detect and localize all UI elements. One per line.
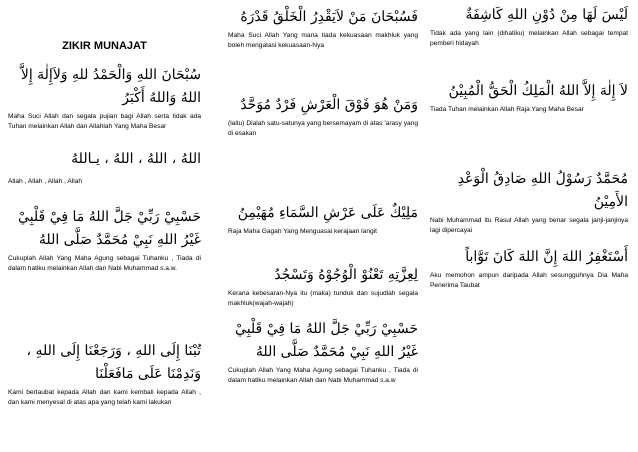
arabic-text: حَسْبِيْ رَبِّيْ جَلَّ اللهُ مَا فِيْ قَلْبِيْ غَيْرُ اللهِ نَبِيْ مُحَمَّدٌ صَلَّى اللهُ [235,321,418,360]
arabic-text: فَسُبْحَانَ مَنْ لاَيَقْدِرُ الْخَلْقُ قَدْرَهُ [240,9,418,25]
dhikr-block [8,206,201,274]
translation-text: Maha Suci Allah Yang mana tiada kekuasaan makhluk yang boleh mengatasi kekuasaan-Nya [228,32,418,49]
dhikr-block [8,340,201,408]
right-column [426,0,632,452]
dhikr-block [228,318,418,386]
middle-column [222,0,424,452]
dhikr-block [228,202,418,237]
translation-text: Kami bertaubat kepada Allah dan kami kembali kepada Allah , dan kami menyesal di atas apa yang telah kami lakukan [8,389,201,406]
arabic-text: اللهُ ، اللهُ ، اللهُ ، يـاللهُ [71,151,201,167]
arabic-text: لَيْسَ لَهَا مِنْ دُوْنِ اللهِ كَاشِفَةٌ [465,7,628,23]
translation-text: Cukuplah Allah Yang Maha Agung sebagai Tuhanku , Tiada di dalam hatiku melainkan Allah dan Nabi Muhammad s.a.w [228,367,418,384]
translation-text: Cukuplah Allah Yang Maha Agung sebagai Tuhanku , Tiada di dalam hatiku melainkan Allah dan Nabi Muhammad s.a.w. [8,255,201,272]
translation-text: Tiada Tuhan melainkan Allah Raja Yang Maha Besar [430,106,584,113]
translation-text: Raja Maha Gagah Yang Menguasai kerajaan langit [228,228,377,235]
arabic-text: حَسْبِيْ رَبِّيْ جَلَّ اللهُ مَا فِيْ قَلْبِيْ غَيْرُ اللهِ نَبِيْ مُحَمَّدٌ صَلَّى اللهُ [18,209,201,248]
arabic-text: مُحَمَّدٌ رَسُوْلُ اللهِ صَادِقُ الْوَعْدِ الأَمِيْنُ [457,171,628,210]
dhikr-block [430,4,628,49]
arabic-text: وَمَنْ هُوَ فَوْقَ الْعَرْشِ فَرْدٌ مُوَحَّدٌ [240,97,418,113]
arabic-text: لاَ إِلٰهَ إِلاَّ اللهُ الْمَلِكُ الْحَقُّ الْمُبِيْنُ [448,83,628,99]
dhikr-block [430,246,628,291]
translation-text: Tidak ada yang lain (dihatiku) melainkan Allah sebagai tempat pemberi hidayah [430,30,628,47]
translation-text: (laitu) Dialah satu-satunya yang bersemayam di atas 'arasy yang di esakan [228,120,418,137]
arabic-text: لِعِزَّتِهِ تَعْنُوْ الْوُجُوْهُ وَتَسْجُدُ [274,267,418,283]
dhikr-block [430,80,628,115]
page-title: ZIKIR MUNAJAT [62,40,147,52]
dhikr-block [228,6,418,51]
translation-text: Kerana kebesaran-Nya itu (maka) tunduk dan sujudlah segala makhluk(wajah-wajah) [228,290,418,307]
left-column [0,0,209,452]
translation-text: Allah , Allah , Allah , Allah [8,178,83,185]
arabic-text: تُبْنَا إِلَى اللهِ ، وَرَجَعْنَا إِلَى اللهِ ، وَنَدِمْنَا عَلَى مَافَعَلْنَا [26,343,201,382]
arabic-text: أَسْتَغْفِرُ اللهَ إِنَّ اللهَ كَانَ تَوَّاباً [465,249,628,265]
dhikr-block [228,94,418,139]
arabic-text: مَلِيْكٌ عَلَى عَرْشِ السَّمَاءِ مُهَيْمِنُ [237,205,418,221]
translation-text: Nabi Muhammad itu Rasul Allah yang benar segala janji-janjinya lagi dipercayai [430,217,628,234]
dhikr-block [8,148,201,187]
dhikr-block [8,64,201,132]
translation-text: Aku memohon ampun daripada Allah sesungguhnya Dia Maha Penerima Taubat [430,272,628,289]
arabic-text: سُبْحَانَ اللهِ وَالْحَمْدُ للهِ وَلاَإِلٰهَ إِلاَّ اللهُ وَاللهُ أَكْبَرُ [20,67,201,106]
dhikr-block [228,264,418,309]
dhikr-block [430,168,628,236]
translation-text: Maha Suci Allah dan segala pujian bagi Allah serta tidak ada Tuhan melainkan Allah dan Allahlah Yang Maha Besar [8,113,201,130]
